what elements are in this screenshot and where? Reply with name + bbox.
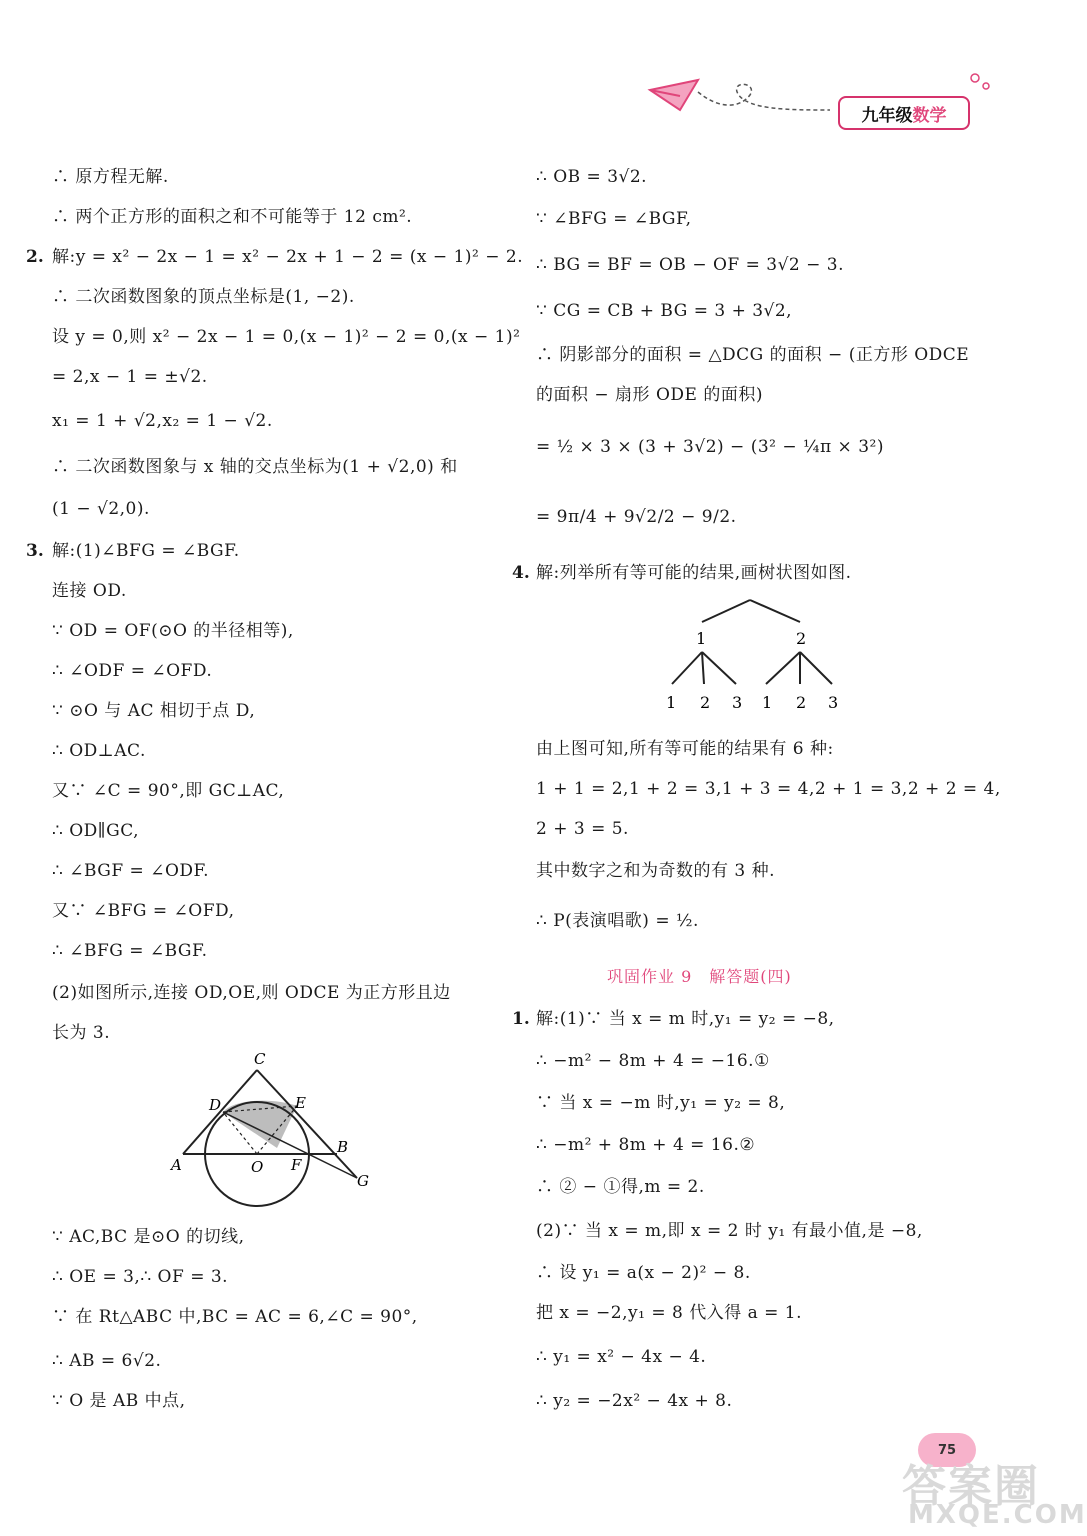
label-f: F: [291, 1156, 302, 1174]
left-line-17: ∴ ∠BGF = ∠ODF.: [52, 861, 210, 881]
left-line-22: ∵ AC,BC 是⊙O 的切线,: [52, 1227, 245, 1247]
label-o: O: [251, 1158, 264, 1176]
right-line-15: ∴ −m² − 8m + 4 = −16.①: [536, 1051, 770, 1071]
right-line-6: = ½ × 3 × (3 + 3√2) − (3² − ¼π × 3²): [536, 437, 884, 457]
item-number-2: 2.: [26, 247, 44, 267]
label-e: E: [295, 1094, 306, 1112]
right-line-17: ∴ −m² + 8m + 4 = 16.②: [536, 1135, 756, 1155]
right-line-13: ∴ P(表演唱歌) = ½.: [536, 911, 699, 931]
right-line-2: ∴ BG = BF = OB − OF = 3√2 − 3.: [536, 255, 845, 275]
left-line-4: 设 y = 0,则 x² − 2x − 1 = 0,(x − 1)² − 2 = 0,(x − 1)²: [52, 327, 521, 347]
tree-branch-2-3: [800, 652, 832, 684]
right-line-14: 解:(1)∵ 当 x = m 时,y₁ = y₂ = −8,: [536, 1009, 835, 1029]
left-line-26: ∵ O 是 AB 中点,: [52, 1391, 186, 1411]
tree-leaf-1: 1: [666, 693, 677, 712]
left-line-25: ∴ AB = 6√2.: [52, 1351, 162, 1371]
right-line-9: 由上图可知,所有等可能的结果有 6 种:: [536, 739, 834, 759]
left-line-7: ∴ 二次函数图象与 x 轴的交点坐标为(1 + √2,0) 和: [52, 457, 458, 477]
right-line-3: ∵ CG = CB + BG = 3 + 3√2,: [536, 301, 793, 321]
label-g: G: [357, 1172, 369, 1190]
right-line-7: = 9π/4 + 9√2/2 − 9/2.: [536, 507, 737, 527]
tree-diagram: [650, 592, 860, 722]
watermark: [842, 1450, 1087, 1534]
right-line-20: ∴ 设 y₁ = a(x − 2)² − 8.: [536, 1263, 751, 1283]
geometry-figure: [165, 1050, 385, 1210]
left-line-15: 又∵ ∠C = 90°,即 GC⊥AC,: [52, 781, 285, 801]
left-line-6: x₁ = 1 + √2,x₂ = 1 − √2.: [52, 411, 273, 431]
left-line-20: (2)如图所示,连接 OD,OE,则 ODCE 为正方形且边: [52, 983, 451, 1003]
item-number-3: 3.: [26, 541, 44, 561]
left-line-3: ∴ 二次函数图象的顶点坐标是(1, −2).: [52, 287, 355, 307]
watermark-logo-text: 答案圈: [902, 1461, 1040, 1512]
tree-branch-1-1: [672, 652, 702, 684]
right-line-18: ∴ ② − ①得,m = 2.: [536, 1177, 705, 1197]
tree-node-1: 1: [696, 629, 707, 648]
right-line-23: ∴ y₂ = −2x² − 4x + 8.: [536, 1391, 733, 1411]
label-c: C: [254, 1050, 266, 1068]
label-a: A: [171, 1156, 182, 1174]
section-title: 巩固作业 9 解答题(四): [607, 967, 792, 986]
right-line-8: 解:列举所有等可能的结果,画树状图如图.: [536, 563, 852, 583]
left-line-13: ∵ ⊙O 与 AC 相切于点 D,: [52, 701, 256, 721]
tree-branch-root-2: [750, 600, 800, 622]
label-d: D: [209, 1096, 222, 1114]
tree-leaf-2: 2: [700, 693, 711, 712]
item-number-1: 1.: [512, 1009, 530, 1029]
right-line-21: 把 x = −2,y₁ = 8 代入得 a = 1.: [536, 1303, 803, 1323]
left-line-12: ∴ ∠ODF = ∠OFD.: [52, 661, 213, 681]
page-number: 75: [918, 1433, 976, 1467]
tree-branch-root-1: [702, 600, 750, 622]
left-line-18: 又∵ ∠BFG = ∠OFD,: [52, 901, 235, 921]
grade-subject-badge: [838, 96, 970, 130]
left-line-8: (1 − √2,0).: [52, 499, 150, 519]
tree-branch-1-2: [702, 652, 704, 684]
left-line-10: 连接 OD.: [52, 581, 127, 601]
item-number-4: 4.: [512, 563, 530, 583]
watermark-url: MXQE.COM: [908, 1500, 1087, 1530]
left-line-21: 长为 3.: [52, 1023, 111, 1043]
left-line-14: ∴ OD⊥AC.: [52, 741, 146, 761]
tree-leaf-3: 3: [732, 693, 743, 712]
right-line-19: (2)∵ 当 x = m,即 x = 2 时 y₁ 有最小值,是 −8,: [536, 1221, 923, 1241]
subject-label: 数学: [912, 105, 947, 126]
right-line-12: 其中数字之和为奇数的有 3 种.: [536, 861, 776, 881]
tree-leaf-6: 3: [828, 693, 839, 712]
tree-branch-1-3: [702, 652, 736, 684]
left-line-19: ∴ ∠BFG = ∠BGF.: [52, 941, 208, 961]
left-line-5: = 2,x − 1 = ±√2.: [52, 367, 208, 387]
grade-label: 九年级: [861, 105, 913, 126]
left-line-1: ∴ 两个正方形的面积之和不可能等于 12 cm².: [52, 207, 413, 227]
right-line-10: 1 + 1 = 2,1 + 2 = 3,1 + 3 = 4,2 + 1 = 3,2 + 2 = 4,: [536, 779, 1001, 799]
left-line-24: ∵ 在 Rt△ABC 中,BC = AC = 6,∠C = 90°,: [52, 1307, 418, 1327]
left-line-16: ∴ OD∥GC,: [52, 821, 140, 841]
tree-branch-2-1: [766, 652, 800, 684]
left-line-0: ∴ 原方程无解.: [52, 167, 169, 187]
right-line-1: ∵ ∠BFG = ∠BGF,: [536, 209, 692, 229]
label-b: B: [337, 1138, 349, 1156]
left-line-2: 解:y = x² − 2x − 1 = x² − 2x + 1 − 2 = (x − 1)² − 2.: [52, 247, 524, 267]
right-line-22: ∴ y₁ = x² − 4x − 4.: [536, 1347, 707, 1367]
right-line-4: ∴ 阴影部分的面积 = △DCG 的面积 − (正方形 ODCE: [536, 345, 970, 365]
tree-leaf-5: 2: [796, 693, 807, 712]
left-line-11: ∵ OD = OF(⊙O 的半径相等),: [52, 621, 294, 641]
left-line-23: ∴ OE = 3,∴ OF = 3.: [52, 1267, 229, 1287]
right-line-11: 2 + 3 = 5.: [536, 819, 629, 839]
right-line-16: ∵ 当 x = −m 时,y₁ = y₂ = 8,: [536, 1093, 786, 1113]
tree-leaf-4: 1: [762, 693, 773, 712]
tree-node-2: 2: [796, 629, 807, 648]
right-line-0: ∴ OB = 3√2.: [536, 167, 648, 187]
left-line-9: 解:(1)∠BFG = ∠BGF.: [52, 541, 240, 561]
right-line-5: 的面积 − 扇形 ODE 的面积): [536, 385, 763, 405]
